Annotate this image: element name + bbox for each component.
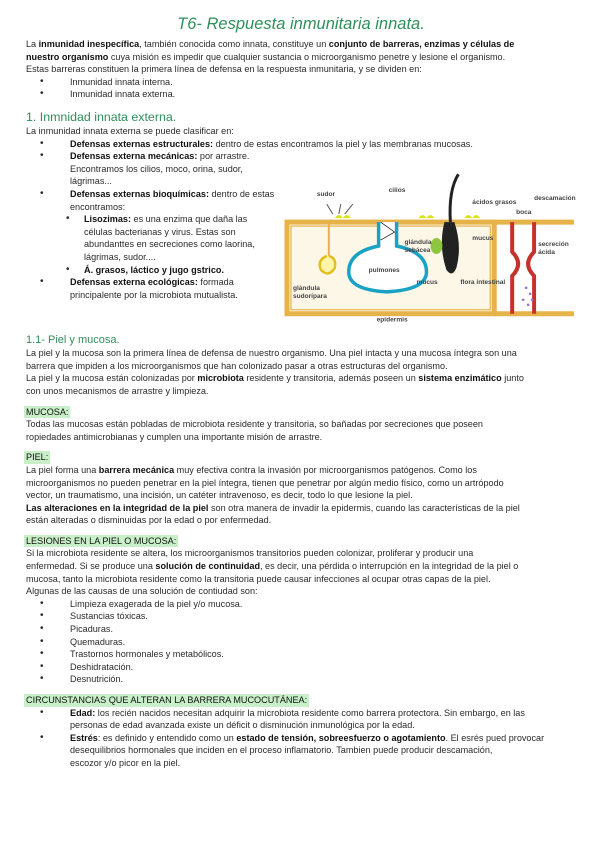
label-mucus-a: mucus xyxy=(472,235,494,243)
section-1-lead: La inmunidad innata externa se puede clasificar en: xyxy=(26,125,234,136)
lesiones-line-2: enfermedad. Si se produce una solución de continuidad, es decir, una pérdida o interrupción en la integridad de la piel o xyxy=(26,561,519,572)
list-item: • Limpieza exagerada de la piel y/o mucosa. xyxy=(26,598,576,611)
intro-list xyxy=(26,76,576,101)
label-epidermis: epidermis xyxy=(376,316,408,324)
defenses-list-top xyxy=(26,138,576,151)
label-mucus-b: mucus xyxy=(416,279,438,287)
piel-mucosa-line-2: barrera que impiden a los microorganismos que han colonizado pasar a otras estructuras del organismo. xyxy=(26,360,448,371)
piel-label: PIEL: xyxy=(26,452,49,463)
list-item: • Defensas externas bioquímicas: dentro de estas encontramos: xyxy=(26,188,287,213)
piel-mucosa-line-1: La piel y la mucosa son la primera línea de defensa de nuestro organismo. Una piel intacta y una mucosa íntegra son una xyxy=(26,348,517,359)
section-heading-1: 1. Inmnidad innata externa. xyxy=(26,109,177,124)
lesiones-label: LESIONES EN LA PIEL O MUCOSA: xyxy=(26,535,177,546)
label-glandula-sebacea-2: sebácea xyxy=(404,247,431,255)
list-item: • Picaduras. xyxy=(26,623,576,636)
piel-mucosa-line-3: La piel y la mucosa están colonizadas por microbiota residente y transitoria, además poseen un sistema enzimático junto xyxy=(26,373,524,384)
label-glandula-sudoripara-2: sudorípara xyxy=(293,292,327,300)
sebaceous-gland xyxy=(431,238,443,254)
label-sudor: sudor xyxy=(316,191,336,199)
label-glandula-sudoripara-1: glándula xyxy=(293,284,320,292)
mucosa-wall-left xyxy=(512,222,518,314)
piel-line-4: Las alteraciones en la integridad de la piel son otra manera de invadir la epidermis, cuando las características de la piel xyxy=(26,502,520,513)
list-item: • Trastornos hormonales y metabólicos. xyxy=(26,648,576,661)
piel-line-1: La piel forma una barrera mecánica muy efectiva contra la invasión por microorganismos patógenos. Como los xyxy=(26,464,477,475)
section-heading-1-1: 1.1- Piel y mucosa. xyxy=(26,334,120,347)
circumstances-list xyxy=(26,707,576,770)
label-cilios: cilios xyxy=(388,187,406,195)
lesiones-line-4: Algunas de las causas de una solución de contiudad son: xyxy=(26,586,258,597)
mucosa-line-2: ropiedades antimicrobianas y cumplen una importante misión de arrastre. xyxy=(26,431,323,442)
circunstancias-label: CIRCUNSTANCIAS QUE ALTERAN LA BARRERA MUCOCUTÁNEA: xyxy=(26,695,308,705)
label-acidos-grasos: ácidos grasos xyxy=(472,199,517,207)
label-pulmones: pulmones xyxy=(368,267,400,275)
label-boca: boca xyxy=(516,209,532,217)
label-glandula-sebacea-1: glándula xyxy=(404,239,432,247)
list-item: • Quemaduras. xyxy=(26,636,576,649)
piel-line-3: vector, un traumatismo, una incisión, un catéter intravenoso, es decir, todo lo que lesione la piel. xyxy=(26,490,413,501)
mucosa-label: MUCOSA: xyxy=(26,406,69,417)
intestinal-flora-dots xyxy=(522,287,534,307)
mucosa-line-1: Todas las mucosas están pobladas de microbiota residente y transitoria, so bañadas por secreciones que poseen xyxy=(26,419,483,430)
label-secrecion-2: ácida xyxy=(538,249,555,257)
list-item: • Á. grasos, láctico y jugo gstrico. xyxy=(26,264,287,277)
list-item: • Sustancias tóxicas. xyxy=(26,610,576,623)
list-item: • Lisozimas: es una enzima que daña las células bacterianas y virus. Estas son abundanttes en secreciones como laorina, lágrimas, sudor.... xyxy=(26,213,287,263)
intro-line-1: La inmunidad inespecífica, también conocida como innata, constituye un conjunto de barreras, enzimas y células de xyxy=(26,39,515,49)
label-flora-intestinal: flora intestinal xyxy=(460,279,506,287)
skin-barrier-diagram xyxy=(277,160,576,325)
secretion-drops xyxy=(419,215,435,218)
sweat-drops xyxy=(335,215,351,218)
list-item: • Inmunidad innata externa. xyxy=(26,88,576,101)
list-item: • Defensas externas estructurales: dentro de estas encontramos la piel y las membranas mucosas. xyxy=(26,138,576,151)
list-item: • Estrés: es definido y entendido como un estado de tensión, sobreesfuerzo o agotamiento. El esrés pued provocar desequilibrios hormonales que inciden en el proceso inflamatorio. Tambien puede producir descamación, escozor y/o picor en la piel. xyxy=(26,732,576,770)
hair-shaft xyxy=(450,174,458,222)
lesiones-line-1: Si la microbiota residente se altera, los microorganismos transitorios pueden colonizar, proliferar y producir una xyxy=(26,548,474,559)
defenses-with-figure xyxy=(26,150,576,325)
sweat-gland xyxy=(320,256,335,273)
document-page xyxy=(26,14,576,770)
fatty-acids-drops xyxy=(464,215,480,218)
causes-list xyxy=(26,598,576,686)
defenses-list xyxy=(26,150,287,301)
list-item: • Deshidratación. xyxy=(26,661,576,674)
intro-line-2: nuestro organismo cuya misión es impedir que cualquier sustancia o microorganismo penetre y lesione el organismo. xyxy=(26,51,506,62)
lesiones-line-3: mucosa, tanto la microbiota residente como la transitoria puede causar infecciones al ocupar otras capas de la piel. xyxy=(26,573,491,584)
page-title: T6- Respuesta inmunitaria innata. xyxy=(177,15,425,33)
list-item: • Defensas externa ecológicas: formada principalente por la microbiota mutualista. xyxy=(26,276,287,301)
label-secrecion-1: secreción xyxy=(538,241,569,249)
piel-line-5: están alteradas o disminuidas por la edad o por enfermedad. xyxy=(26,515,272,526)
sweat-arrows xyxy=(327,204,353,214)
list-item: • Defensas externa mecánicas: por arrastre. Encontramos los cilios, moco, orina, sudor, lágrimas... xyxy=(26,150,287,188)
intro-line-3: Estas barreras constituen la primera línea de defensa en la respuesta inmunitaria, y se dividen en: xyxy=(26,64,422,75)
list-item: • Desnutrición. xyxy=(26,673,576,686)
piel-mucosa-line-4: con unos mecanismos de arrastre y limpieza. xyxy=(26,385,209,396)
label-descamacion: descamación xyxy=(534,195,576,203)
list-item: • Edad: los recién nacidos necesitan adquirir la microbiota residente como barrera protectora. Sin embargo, en las personas de edad avanzada existe un déficit o disminución inmunológica por la edad. xyxy=(26,707,576,732)
piel-line-2: microorganismos no pueden penetrar en la piel íntegra, tienen que penetrar por algún medio físico, como un artrópodo xyxy=(26,477,504,488)
list-item: • Inmunidad innata interna. xyxy=(26,76,576,89)
